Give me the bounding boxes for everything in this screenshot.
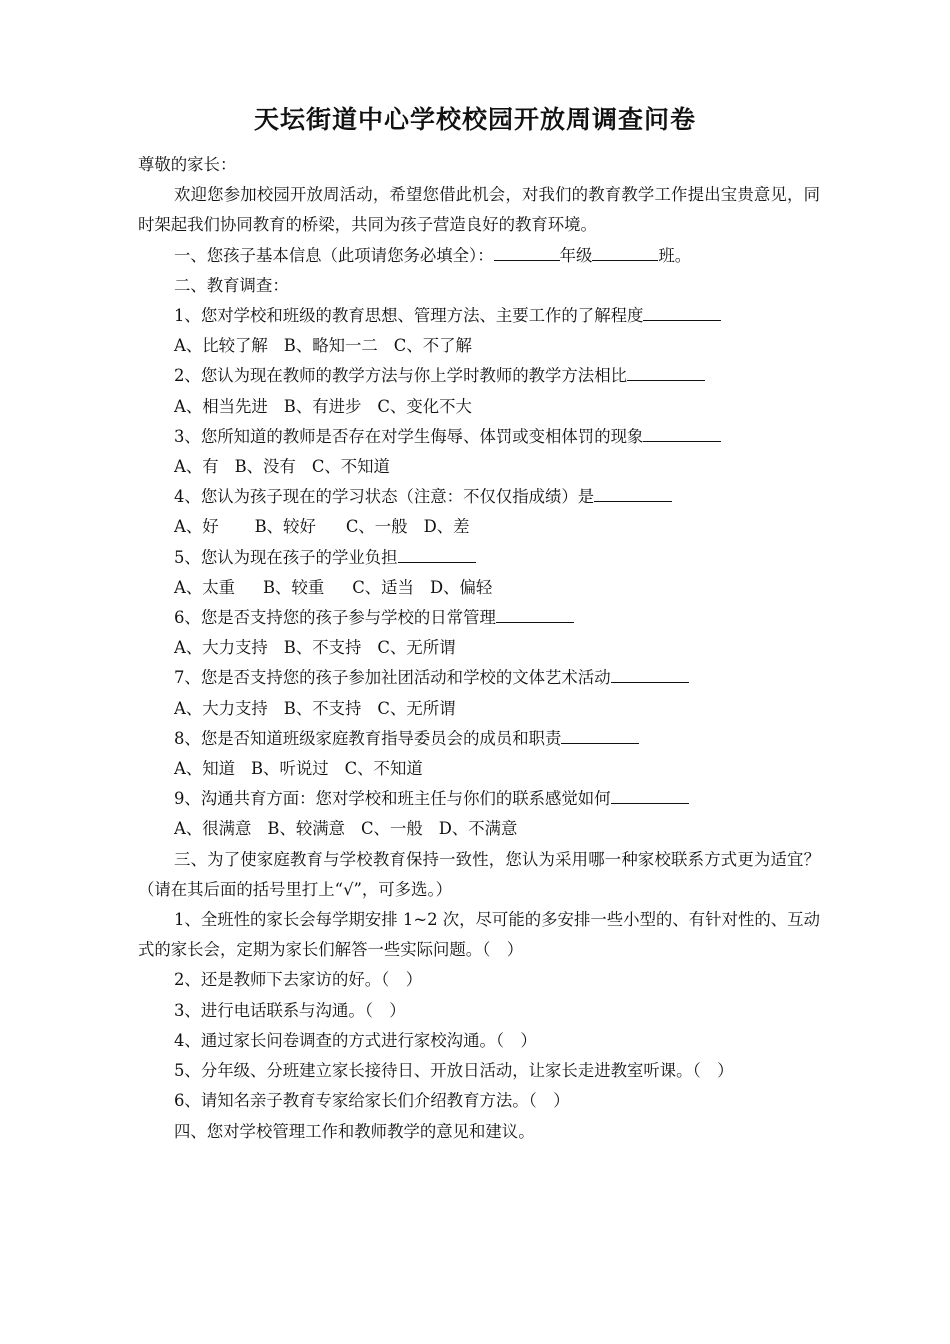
question-item bbox=[138, 482, 820, 542]
option: C、不知道 bbox=[344, 759, 423, 779]
class-blank[interactable] bbox=[592, 259, 658, 261]
question-options bbox=[138, 754, 820, 784]
option: B、较好 bbox=[254, 517, 316, 537]
option: A、太重 bbox=[174, 577, 236, 597]
question-text: 5、您认为现在孩子的学业负担 bbox=[174, 547, 398, 567]
section3-intro: 三、为了使家庭教育与学校教育保持一致性，您认为采用哪一种家校联系方式更为适宜？（请在其后面的括号里打上“√”，可多选。） bbox=[138, 849, 820, 899]
question-options bbox=[138, 392, 820, 422]
question-item bbox=[138, 361, 820, 421]
question-options bbox=[138, 452, 820, 482]
greeting: 尊敬的家长： bbox=[138, 155, 237, 174]
option: C、不知道 bbox=[311, 457, 390, 477]
question-options bbox=[138, 331, 820, 361]
option: C、无所谓 bbox=[377, 638, 456, 658]
option: A、比较了解 bbox=[174, 336, 268, 356]
question-line bbox=[138, 361, 820, 391]
question-line bbox=[138, 724, 820, 754]
option: A、大力支持 bbox=[174, 638, 268, 658]
option: D、不满意 bbox=[438, 819, 518, 839]
question-item bbox=[138, 422, 820, 482]
answer-blank[interactable] bbox=[611, 681, 689, 683]
option: C、无所谓 bbox=[377, 698, 456, 718]
class-label: 班。 bbox=[658, 245, 692, 265]
option: D、偏轻 bbox=[429, 577, 493, 597]
section4-heading: 四、您对学校管理工作和教师教学的意见和建议。 bbox=[174, 1121, 535, 1141]
option: A、知道 bbox=[174, 759, 236, 779]
question-item bbox=[138, 784, 820, 844]
question-options bbox=[138, 633, 820, 663]
answer-blank[interactable] bbox=[611, 802, 689, 804]
grade-label: 年级 bbox=[559, 245, 593, 265]
option: D、差 bbox=[423, 517, 470, 537]
question-text: 7、您是否支持您的孩子参加社团活动和学校的文体艺术活动 bbox=[174, 668, 611, 688]
answer-blank[interactable] bbox=[594, 500, 672, 502]
question-text: 2、您认为现在教师的教学方法与你上学时教师的教学方法相比 bbox=[174, 366, 627, 386]
questions-list bbox=[138, 301, 820, 845]
section3-item: 4、通过家长问卷调查的方式进行家校沟通。（ ） bbox=[174, 1030, 537, 1050]
option: B、较满意 bbox=[267, 819, 346, 839]
option: A、大力支持 bbox=[174, 698, 268, 718]
section1-prefix: 一、您孩子基本信息（此项请您务必填全）： bbox=[174, 245, 494, 265]
option: B、不支持 bbox=[283, 638, 362, 658]
question-item bbox=[138, 543, 820, 603]
answer-blank[interactable] bbox=[496, 621, 574, 623]
question-item bbox=[138, 724, 820, 784]
option: A、相当先进 bbox=[174, 396, 268, 416]
answer-blank[interactable] bbox=[627, 379, 705, 381]
option: B、较重 bbox=[263, 577, 325, 597]
question-text: 4、您认为孩子现在的学习状态（注意：不仅仅指成绩）是 bbox=[174, 487, 595, 507]
option: A、有 bbox=[174, 457, 219, 477]
option: C、适当 bbox=[352, 577, 414, 597]
option: B、没有 bbox=[234, 457, 296, 477]
document-body bbox=[138, 150, 820, 1147]
question-options bbox=[138, 814, 820, 844]
answer-blank[interactable] bbox=[643, 440, 721, 442]
section3-item: 5、分年级、分班建立家长接待日、开放日活动，让家长走进教室听课。（ ） bbox=[174, 1061, 734, 1081]
option: B、听说过 bbox=[251, 759, 329, 779]
option: C、一般 bbox=[345, 517, 408, 537]
answer-blank[interactable] bbox=[643, 319, 721, 321]
option: B、有进步 bbox=[283, 396, 362, 416]
intro-paragraph: 欢迎您参加校园开放周活动，希望您借此机会，对我们的教育教学工作提出宝贵意见，同时架起我们协同教育的桥梁，共同为孩子营造良好的教育环境。 bbox=[138, 185, 820, 235]
question-line bbox=[138, 301, 820, 331]
question-options bbox=[138, 512, 820, 542]
section3-item: 1、全班性的家长会每学期安排 1~2 次，尽可能的多安排一些小型的、有针对性的、互动式的家长会，定期为家长们解答一些实际问题。（ ） bbox=[138, 910, 820, 960]
option: B、略知一二 bbox=[283, 336, 378, 356]
option: A、好 bbox=[174, 517, 219, 537]
document-title: 天坛街道中心学校校园开放周调查问卷 bbox=[253, 105, 696, 134]
section2-title: 二、教育调查： bbox=[174, 275, 289, 295]
answer-blank[interactable] bbox=[561, 742, 639, 744]
option: C、一般 bbox=[361, 819, 423, 839]
section3-list bbox=[138, 905, 820, 1116]
question-text: 8、您是否知道班级家庭教育指导委员会的成员和职责 bbox=[174, 728, 562, 748]
question-line bbox=[138, 543, 820, 573]
question-options bbox=[138, 573, 820, 603]
option: A、很满意 bbox=[174, 819, 252, 839]
question-options bbox=[138, 694, 820, 724]
question-item bbox=[138, 603, 820, 663]
question-line bbox=[138, 603, 820, 633]
option: B、不支持 bbox=[283, 698, 362, 718]
question-line bbox=[138, 663, 820, 693]
question-line bbox=[138, 482, 820, 512]
question-text: 9、沟通共育方面：您对学校和班主任与你们的联系感觉如何 bbox=[174, 789, 611, 809]
question-line bbox=[138, 422, 820, 452]
section3-item: 2、还是教师下去家访的好。（ ） bbox=[174, 970, 423, 990]
question-line bbox=[138, 784, 820, 814]
option: C、变化不大 bbox=[377, 396, 472, 416]
question-item bbox=[138, 301, 820, 361]
answer-blank[interactable] bbox=[398, 561, 476, 563]
grade-blank[interactable] bbox=[494, 259, 560, 261]
section3-item: 6、请知名亲子教育专家给家长们介绍教育方法。（ ） bbox=[174, 1091, 570, 1111]
option: C、不了解 bbox=[393, 336, 472, 356]
question-text: 1、您对学校和班级的教育思想、管理方法、主要工作的了解程度 bbox=[174, 306, 644, 326]
question-text: 3、您所知道的教师是否存在对学生侮辱、体罚或变相体罚的现象 bbox=[174, 426, 644, 446]
section3-item: 3、进行电话联系与沟通。（ ） bbox=[174, 1000, 406, 1020]
section1-line bbox=[138, 241, 820, 271]
question-item bbox=[138, 663, 820, 723]
question-text: 6、您是否支持您的孩子参与学校的日常管理 bbox=[174, 608, 496, 628]
